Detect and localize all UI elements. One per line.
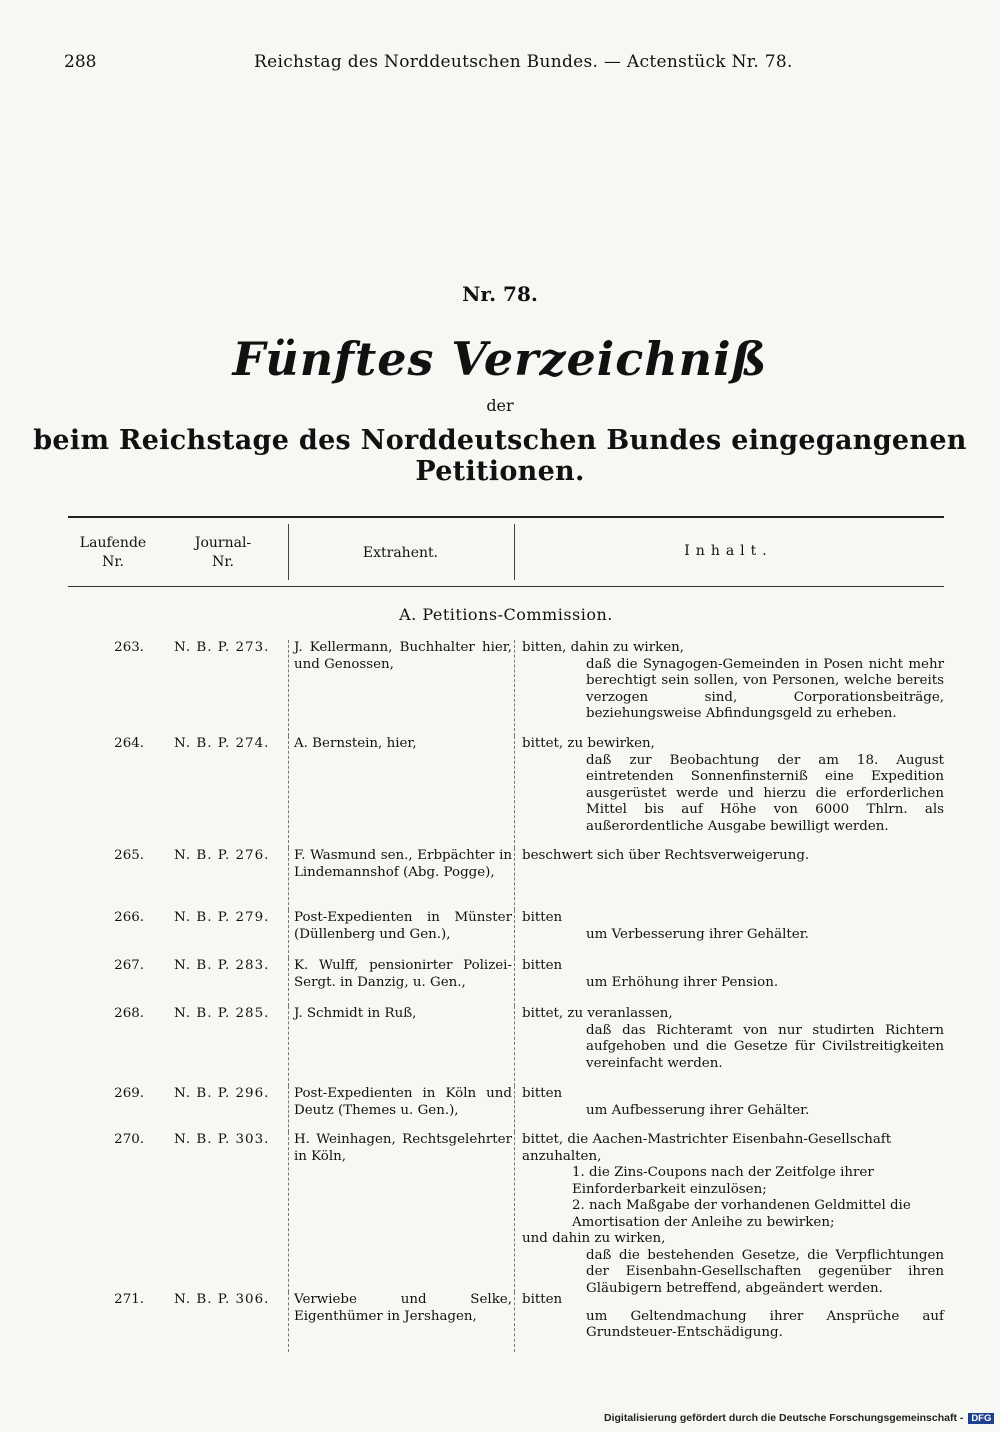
extrahent: Verwiebe und Selke, Eigenthümer in Jershagen, (294, 1292, 512, 1324)
header-divider (288, 524, 289, 580)
table-row (68, 958, 944, 1006)
section-heading: A. Petitions-Commission. (399, 605, 613, 624)
page-subtitle: beim Reichstage des Norddeutschen Bundes eingegangenen Petitionen. (33, 425, 967, 487)
document-number: Nr. 78. (462, 282, 538, 306)
inhalt-body: um Erhöhung ihrer Pension. (586, 974, 779, 990)
row-number: 266. (114, 910, 144, 925)
column-divider (288, 910, 289, 958)
journal-number: N. B. P. 285. (174, 1006, 270, 1021)
extrahent: K. Wulff, pensionirter Polizei-Sergt. in Danzig, u. Gen., (294, 958, 512, 990)
extrahent: A. Bernstein, hier, (294, 736, 417, 751)
table-header (68, 518, 944, 586)
table-header-rule (68, 586, 944, 587)
column-divider (288, 848, 289, 910)
column-divider (288, 958, 289, 1006)
column-divider (288, 1292, 289, 1352)
row-number: 265. (114, 848, 144, 863)
inhalt (522, 1292, 944, 1342)
column-divider (514, 1292, 515, 1352)
inhalt-lead: bitten, dahin zu wirken, (522, 640, 685, 655)
row-number: 267. (114, 958, 144, 973)
journal-number: N. B. P. 273. (174, 640, 270, 655)
header-inhalt: Inhalt. (684, 543, 773, 559)
inhalt (522, 910, 944, 943)
table-row (68, 640, 944, 736)
inhalt (522, 958, 944, 991)
table-row (68, 1132, 944, 1296)
footer-text: Digitalisierung gefördert durch die Deutsche Forschungsgemeinschaft - (604, 1412, 964, 1424)
journal-number: N. B. P. 303. (174, 1132, 270, 1147)
inhalt-lead: bitten (522, 958, 563, 973)
extrahent: F. Wasmund sen., Erbpächter in Lindemannshof (Abg. Pogge), (294, 848, 512, 880)
column-divider (514, 640, 515, 736)
table-row (68, 1086, 944, 1132)
inhalt-body: daß das Richteramt von nur studirten Richtern aufgehoben und die Gesetze für Civilstreitigkeiten vereinfacht werden. (586, 1022, 944, 1071)
column-divider (288, 1006, 289, 1086)
digitization-footer (604, 1412, 994, 1424)
column-divider (514, 1132, 515, 1292)
extrahent: J. Schmidt in Ruß, (294, 1006, 417, 1021)
row-number: 264. (114, 736, 144, 751)
inhalt-lead: bitten (522, 910, 563, 925)
petitions-table (68, 516, 944, 1352)
table-row (68, 736, 944, 848)
inhalt-mid: und dahin zu wirken, (522, 1231, 666, 1246)
inhalt-lead: bittet, zu veranlassen, (522, 1006, 673, 1021)
inhalt-body: daß die Synagogen-Gemeinden in Posen nicht mehr berechtigt sein sollen, von Personen, welche bereits verzogen sind, Corporationsbeiträge, beziehungsweise Abfindungsgeld zu erheben. (586, 656, 944, 721)
inhalt-body: um Verbesserung ihrer Gehälter. (586, 926, 809, 942)
row-number: 270. (114, 1132, 144, 1147)
row-number: 268. (114, 1006, 144, 1021)
inhalt-item: 1. die Zins-Coupons nach der Zeitfolge ihrer Einforderbarkeit einzulösen; (572, 1165, 874, 1197)
header-laufende-nr (68, 534, 158, 572)
inhalt-lead: bittet, zu bewirken, (522, 736, 655, 751)
journal-number: N. B. P. 296. (174, 1086, 270, 1101)
inhalt-body: um Aufbesserung ihrer Gehälter. (586, 1102, 810, 1118)
header-extrahent: Extrahent. (362, 545, 439, 561)
column-divider (514, 736, 515, 848)
extrahent: J. Kellermann, Buchhalter hier, und Genossen, (294, 640, 512, 672)
column-divider (514, 958, 515, 1006)
journal-number: N. B. P. 283. (174, 958, 270, 973)
header-laufende-line2: Nr. (102, 554, 124, 570)
page-title: Fünftes Verzeichniß (232, 332, 768, 386)
extrahent: Post-Expedienten in Köln und Deutz (Themes u. Gen.), (294, 1086, 512, 1118)
running-header (64, 52, 944, 76)
journal-number: N. B. P. 279. (174, 910, 270, 925)
header-journal-nr (158, 534, 288, 572)
column-divider (514, 910, 515, 958)
header-laufende-line1: Laufende (79, 535, 147, 551)
extrahent: Post-Expedienten in Münster (Düllenberg und Gen.), (294, 910, 512, 942)
inhalt (522, 848, 944, 865)
column-divider (288, 640, 289, 736)
column-divider (514, 1006, 515, 1086)
inhalt-lead: beschwert sich über Rechtsverweigerung. (522, 848, 810, 863)
header-journal-line2: Nr. (212, 554, 234, 570)
inhalt-body: um Geltendmachung ihrer Ansprüche auf Grundsteuer-Entschädigung. (586, 1308, 944, 1340)
inhalt (522, 1132, 944, 1297)
dfg-logo: DFG (968, 1413, 994, 1424)
row-number: 263. (114, 640, 144, 655)
inhalt (522, 640, 944, 723)
journal-number: N. B. P. 306. (174, 1292, 270, 1307)
header-divider (514, 524, 515, 580)
inhalt-lead: bitten (522, 1086, 563, 1101)
inhalt (522, 736, 944, 835)
journal-number: N. B. P. 274. (174, 736, 270, 751)
column-divider (288, 1132, 289, 1292)
inhalt-body: daß zur Beobachtung der am 18. August eintretenden Sonnenfinsterniß eine Expedition ausgerüstet werde und hierzu die erforderlichen Mittel bis auf Höhe von 6000 Thlrn. als außerordentliche Ausgabe bewilligt werden. (586, 752, 944, 834)
inhalt-lead: bitten (522, 1292, 563, 1307)
header-journal-line1: Journal- (194, 535, 252, 551)
column-divider (514, 848, 515, 910)
inhalt-item: 2. nach Maßgabe der vorhandenen Geldmittel die Amortisation der Anleihe zu bewirken; (572, 1198, 911, 1230)
row-number: 271. (114, 1292, 144, 1307)
title-connector: der (486, 396, 514, 415)
running-title: Reichstag des Norddeutschen Bundes. — Actenstück Nr. 78. (254, 52, 793, 72)
title-block (0, 282, 1000, 487)
column-divider (288, 1086, 289, 1132)
column-divider (514, 1086, 515, 1132)
journal-number: N. B. P. 276. (174, 848, 270, 863)
table-row (68, 1292, 944, 1352)
extrahent: H. Weinhagen, Rechtsgelehrter in Köln, (294, 1132, 512, 1164)
page-number: 288 (64, 52, 97, 72)
row-number: 269. (114, 1086, 144, 1101)
column-divider (288, 736, 289, 848)
inhalt-body: daß die bestehenden Gesetze, die Verpflichtungen der Eisenbahn-Gesellschaften gegenüber ihren Gläubigern betreffend, abgeändert werden. (586, 1247, 944, 1296)
table-row (68, 1006, 944, 1086)
table-row (68, 848, 944, 910)
inhalt-lead: bittet, die Aachen-Mastrichter Eisenbahn-Gesellschaft anzuhalten, (522, 1132, 892, 1164)
inhalt (522, 1006, 944, 1072)
inhalt (522, 1086, 944, 1119)
table-row (68, 910, 944, 958)
